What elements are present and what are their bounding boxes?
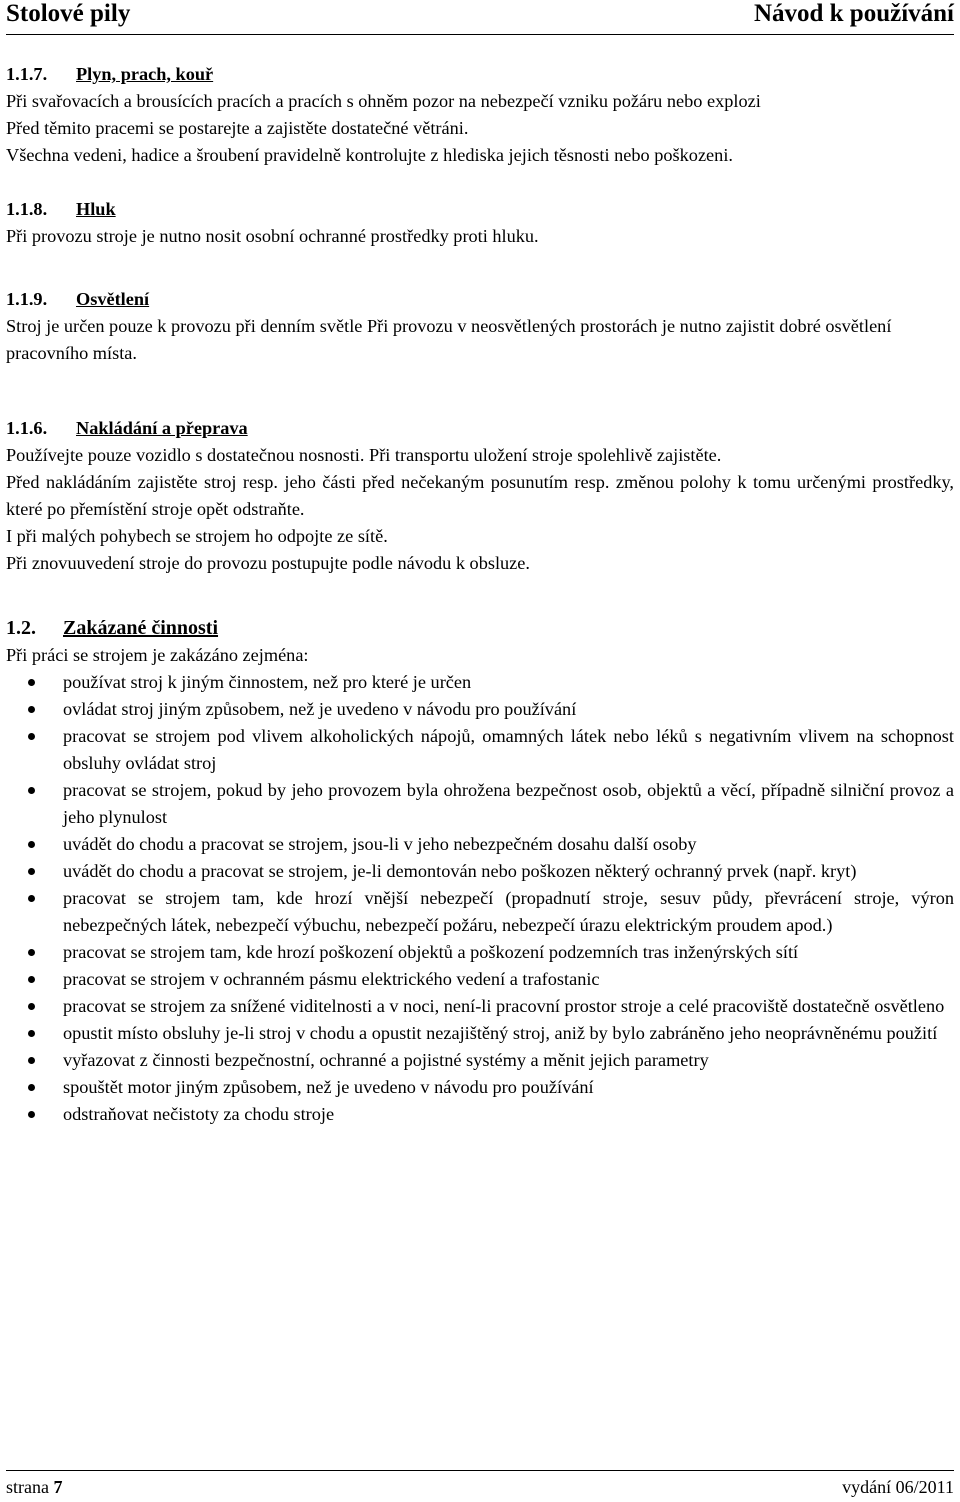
section-number: 1.2. — [6, 617, 36, 639]
page-header — [6, 0, 954, 35]
paragraph-line: Před nakládáním zajistěte stroj resp. jeho části před nečekaným posunutím resp. změnou polohy k tomu určenými prostředky, které po přemístění stroje opět odstraňte. — [6, 472, 954, 519]
section-number: 1.1.8. — [6, 199, 48, 219]
list-intro: Při práci se strojem je zakázáno zejména: — [6, 645, 309, 665]
list-item: ovládat stroj jiným způsobem, než je uvedeno v návodu pro používání — [6, 696, 954, 723]
list-item: uvádět do chodu a pracovat se strojem, jsou-li v jeho nebezpečném dosahu další osoby — [6, 831, 954, 858]
paragraph: Stroj je určen pouze k provozu při denním světle Při provozu v neosvětlených prostorách je nutno zajistit dobré osvětlení pracovního místa. — [6, 316, 892, 363]
list-item: pracovat se strojem tam, kde hrozí poškození objektů a poškození podzemních tras inženýrských sítí — [6, 939, 954, 966]
section-title: Hluk — [76, 199, 116, 219]
paragraph-line: Před těmito pracemi se postarejte a zajistěte dostatečné větráni. — [6, 118, 469, 138]
section-heading-gas-dust-smoke — [6, 61, 954, 88]
section-title: Nakládání a přeprava — [76, 418, 248, 438]
paragraph: Při provozu stroje je nutno nosit osobní ochranné prostředky proti hluku. — [6, 226, 539, 246]
section-number: 1.1.7. — [6, 64, 48, 84]
list-item: odstraňovat nečistoty za chodu stroje — [6, 1101, 954, 1128]
page-footer — [6, 1470, 954, 1501]
section-number: 1.1.9. — [6, 289, 48, 309]
section-heading-prohibited-activities — [6, 615, 954, 642]
list-item: spouštět motor jiným způsobem, než je uvedeno v návodu pro používání — [6, 1074, 954, 1101]
page-number: 7 — [53, 1477, 63, 1497]
list-item: pracovat se strojem v ochranném pásmu elektrického vedení a trafostanic — [6, 966, 954, 993]
section-heading-noise — [6, 196, 954, 223]
section-title: Osvětlení — [76, 289, 150, 309]
section-number: 1.1.6. — [6, 418, 48, 438]
list-item: používat stroj k jiným činnostem, než pro které je určen — [6, 669, 954, 696]
list-item: pracovat se strojem, pokud by jeho provozem byla ohrožena bezpečnost osob, objektů a věcí, případně silniční provoz a jeho plynulost — [6, 777, 954, 831]
list-item: pracovat se strojem tam, kde hrozí vnější nebezpečí (propadnutí stroje, sesuv půdy, převrácení stroje, výron nebezpečných látek, nebezpečí výbuchu, nebezpečí požáru, nebezpečí úrazu elektrickým proudem apod.) — [6, 885, 954, 939]
list-item: uvádět do chodu a pracovat se strojem, je-li demontován nebo poškozen některý ochranný prvek (např. kryt) — [6, 858, 954, 885]
page-number-label — [6, 1473, 62, 1501]
section-title: Plyn, prach, kouř — [76, 64, 214, 84]
page-content — [6, 61, 954, 1128]
paragraph-line: I při malých pohybech se strojem ho odpojte ze sítě. — [6, 526, 388, 546]
list-item: opustit místo obsluhy je-li stroj v chodu a opustit nezajištěný stroj, aniž by bylo zabráněno jeho neoprávněnému použití — [6, 1020, 954, 1047]
section-heading-loading-transport — [6, 415, 954, 442]
list-item: pracovat se strojem pod vlivem alkoholických nápojů, omamných látek nebo léků s negativním vlivem na schopnost obsluhy ovládat stroj — [6, 723, 954, 777]
header-subtitle: Návod k používání — [753, 0, 954, 27]
paragraph-line: Při znovuuvedení stroje do provozu postupujte podle návodu k obsluze. — [6, 553, 530, 573]
header-title: Stolové pily — [6, 0, 131, 27]
paragraph-line: Všechna vedeni, hadice a šroubení pravidelně kontrolujte z hlediska jejich těsnosti nebo poškozeni. — [6, 145, 733, 165]
section-title: Zakázané činnosti — [63, 617, 219, 639]
paragraph-line: Při svařovacích a brousících pracích a pracích s ohněm pozor na nebezpečí vzniku požáru nebo explozi — [6, 91, 761, 111]
page-label: strana — [6, 1477, 49, 1497]
prohibited-activities-list — [6, 669, 954, 1128]
section-heading-lighting — [6, 286, 954, 313]
edition-label: vydání 06/2011 — [842, 1477, 954, 1497]
paragraph-line: Používejte pouze vozidlo s dostatečnou nosnosti. Při transportu uložení stroje spolehlivě zajistěte. — [6, 445, 722, 465]
list-item: pracovat se strojem za snížené viditelnosti a v noci, není-li pracovní prostor stroje a celé pracoviště dostatečně osvětleno — [6, 993, 954, 1020]
list-item: vyřazovat z činnosti bezpečnostní, ochranné a pojistné systémy a měnit jejich parametry — [6, 1047, 954, 1074]
